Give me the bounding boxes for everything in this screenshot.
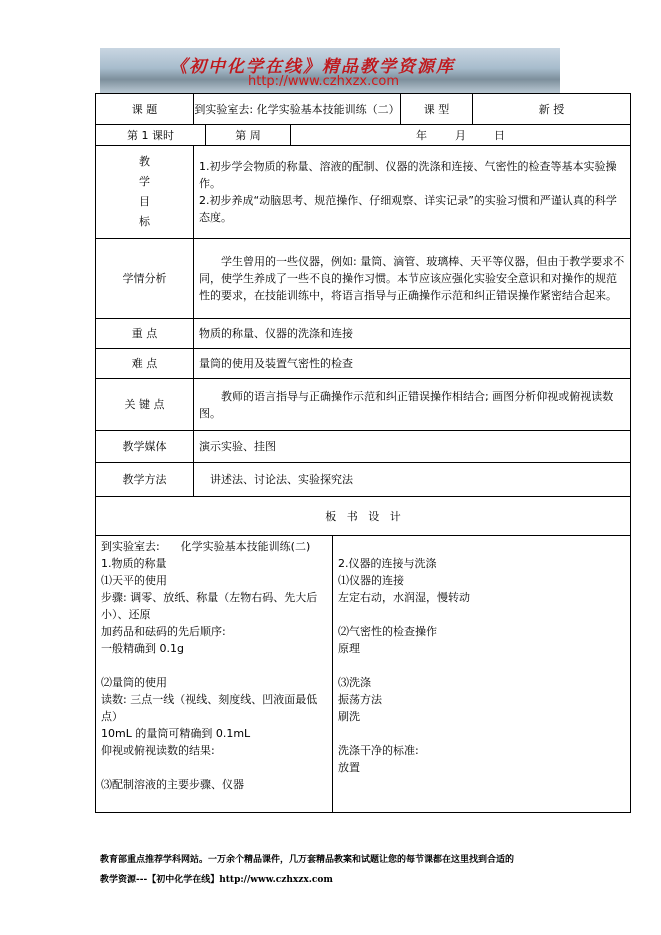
objectives-content: 1.初步学会物质的称量、溶液的配制、仪器的洗涤和连接、气密性的检查等基本实验操作。 2.初步养成“动脑思考、规范操作、仔细观察、详实记录”的实验习惯和严谨认真的科学态度。 (193, 145, 631, 239)
week: 第 周 (205, 124, 291, 146)
footer-line-1: 教育部重点推荐学科网站。一万余个精品课件，几万套精品教案和试题让您的每节课都在这里找到合适的 (100, 855, 515, 865)
crux-content: 教师的语言指导与正确操作示范和纠正错误操作相结合; 画图分析仰视或俯视读数图。 (193, 378, 631, 431)
crux-label: 关 键 点 (95, 378, 194, 431)
board-left: 到实验室去: 化学实验基本技能训练(二) 1.物质的称量 ⑴天平的使用 步骤: 调零、放纸、称量（左物右码、先大后小）、还原 加药品和砝码的先后顺序: 一般精确到 0.1g ⑵量筒的使用 读数: 三点一线（视线、刻度线、凹液面最低点） 10mL 的量筒可精确到 0.1mL 仰视或俯视读数的结果: ⑶配制溶液的主要步骤、仪器 (95, 535, 333, 813)
topic-label: 课 题 (95, 93, 194, 125)
objectives-label: 教 学 目 标 (95, 145, 194, 239)
footer-line-2: 教学资源---【初中化学在线】http://www.czhxzx.com (100, 875, 333, 885)
banner-image (100, 48, 560, 93)
banner-title: 《初中化学在线》精品教学资源库 (170, 57, 455, 77)
method-content: 讲述法、讨论法、实验探究法 (193, 462, 631, 497)
method-label: 教学方法 (95, 462, 194, 497)
type-value: 新 授 (472, 93, 631, 125)
difficulty-label: 难 点 (95, 348, 194, 379)
banner-url: http://www.czhxzx.com (248, 74, 399, 89)
date: 年 月 日 (290, 124, 631, 146)
media-label: 教学媒体 (95, 430, 194, 463)
board-right: 2.仪器的连接与洗涤 ⑴仪器的连接 左定右动，水润湿，慢转动 ⑵气密性的检查操作 原理 ⑶洗涤 振荡方法 刷洗 洗涤干净的标准: 放置 (332, 535, 631, 813)
topic-value: 到实验室去: 化学实验基本技能训练（二） (193, 93, 401, 125)
key-point-label: 重 点 (95, 318, 194, 349)
type-label: 课 型 (400, 93, 473, 125)
key-point-content: 物质的称量、仪器的洗涤和连接 (193, 318, 631, 349)
lesson-number: 第 1 课时 (95, 124, 206, 146)
student-analysis-label: 学情分析 (95, 238, 194, 319)
media-content: 演示实验、挂图 (193, 430, 631, 463)
difficulty-content: 量筒的使用及装置气密性的检查 (193, 348, 631, 379)
student-analysis-content: 学生曾用的一些仪器，例如: 量筒、滴管、玻璃棒、天平等仪器，但由于教学要求不同，使学生养成了一些不良的操作习惯。本节应该应强化实验安全意识和对操作的规范性的要求，在技能训练中，将语言指导与正确操作示范和纠正错误操作紧密结合起来。 (193, 238, 631, 319)
board-title: 板 书 设 计 (95, 496, 631, 536)
